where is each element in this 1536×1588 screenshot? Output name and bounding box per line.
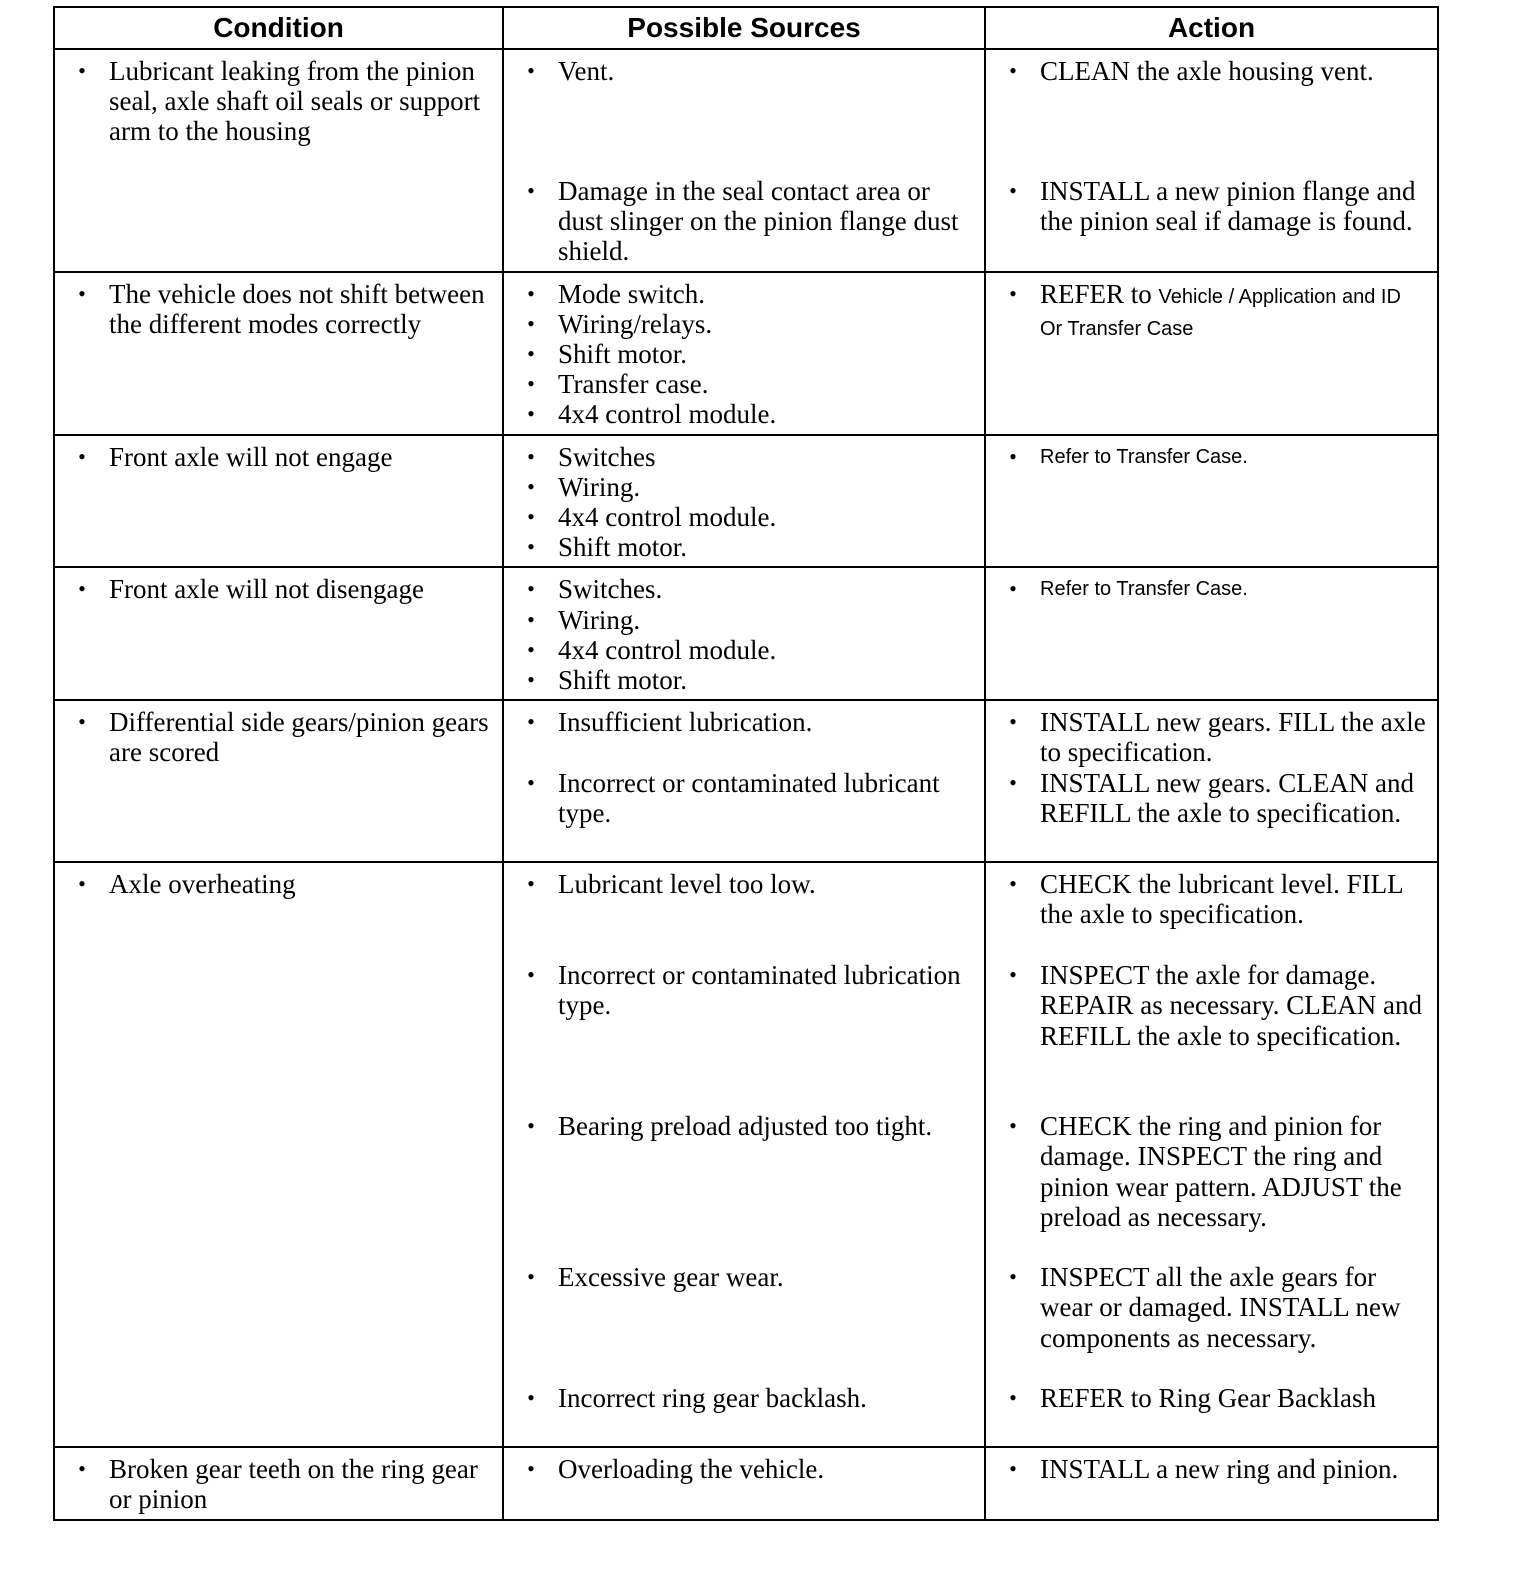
transfer-case-link[interactable]: Or Transfer Case [1040, 317, 1194, 340]
action-cell [985, 272, 1438, 435]
action-cell [985, 567, 1438, 700]
table-row [54, 1447, 1438, 1519]
action-cell [985, 862, 1438, 1447]
transfer-case-link[interactable]: Refer to Transfer Case. [1040, 578, 1248, 601]
list-item: • 4x4 control module. [527, 399, 777, 430]
list-item: • CHECK the ring and pinion for damage. INSPECT the ring and pinion wear pattern. ADJUST the preload as necessary. [1009, 1111, 1402, 1232]
table-row [54, 567, 1438, 700]
table-row [54, 700, 1438, 862]
list-item: • Front axle will not disengage [78, 574, 424, 605]
list-item: • Transfer case. [527, 369, 709, 400]
header-possible-sources: Possible Sources [503, 7, 985, 49]
header-row [54, 7, 1438, 49]
ring-gear-backlash-link[interactable]: REFER to Ring Gear Backlash [1040, 1383, 1376, 1414]
condition-cell [54, 1447, 503, 1519]
diagnosis-table [53, 6, 1439, 1521]
list-item: • Vent. [527, 56, 615, 86]
sources-cell [503, 435, 985, 568]
sources-cell [503, 567, 985, 700]
list-item: • Wiring/relays. [527, 308, 713, 339]
list-item: • Lubricant leaking from the pinion seal, axle shaft oil seals or support arm to the housing [55, 56, 496, 147]
list-item: • INSTALL new gears. CLEAN and REFILL the axle to specification. [1009, 767, 1414, 828]
list-item: • Lubricant level too low. [527, 869, 816, 900]
sources-cell [503, 862, 985, 1447]
list-item: • REFER to Vehicle / Application and ID Or Transfer Case [986, 279, 1437, 346]
condition-cell [54, 862, 503, 1447]
list-item: • Broken gear teeth on the ring gear or pinion [78, 1454, 478, 1515]
list-item: • Switches [527, 441, 656, 472]
list-item: • Refer to Transfer Case. [986, 442, 1431, 472]
list-item: • REFER to Ring Gear Backlash [986, 1383, 1431, 1413]
refer-prefix: REFER to [1040, 278, 1152, 309]
list-item: • Overloading the vehicle. [527, 1454, 825, 1485]
list-item: • Mode switch. [527, 278, 705, 309]
list-item: • Incorrect or contaminated lubricant type. [527, 768, 940, 829]
list-item: • CHECK the lubricant level. FILL the axle to specification. [1009, 869, 1403, 930]
condition-cell [54, 49, 503, 272]
table-row [54, 49, 1438, 272]
list-item: • INSTALL new gears. FILL the axle to specification. [1009, 707, 1426, 768]
list-item: • Incorrect or contaminated lubrication type. [527, 960, 961, 1021]
list-item: • 4x4 control module. [527, 634, 777, 665]
list-item: • Damage in the seal contact area or dust slinger on the pinion flange dust shield. [527, 176, 959, 267]
table-row [54, 862, 1438, 1447]
action-cell [985, 700, 1438, 862]
list-item: • Switches. [527, 574, 663, 605]
list-item: • Insufficient lubrication. [527, 707, 813, 738]
sources-cell [503, 700, 985, 862]
list-item: • Excessive gear wear. [527, 1262, 784, 1293]
header-action: Action [985, 7, 1438, 49]
list-item: • Axle overheating [78, 869, 296, 900]
list-item: • INSPECT all the axle gears for wear or damaged. INSTALL new components as necessary. [1009, 1262, 1401, 1353]
condition-cell [54, 700, 503, 862]
sources-cell [503, 1447, 985, 1519]
list-item: • Wiring. [527, 471, 641, 502]
list-item: • Shift motor. [527, 532, 688, 563]
condition-text: Lubricant leaking from the pinion seal, axle shaft oil seals or support arm to the housing [109, 56, 481, 147]
sources-cell [503, 49, 985, 272]
table-row [54, 272, 1438, 435]
header-condition: Condition [54, 7, 503, 49]
list-item: • Shift motor. [527, 339, 688, 370]
condition-cell [54, 567, 503, 700]
list-item: • Incorrect ring gear backlash. [527, 1383, 867, 1414]
list-item: • Front axle will not engage [78, 441, 393, 472]
list-item: • Bearing preload adjusted too tight. [527, 1111, 933, 1142]
action-cell [985, 435, 1438, 568]
list-item: • INSTALL a new ring and pinion. [1009, 1454, 1399, 1485]
list-item: • Refer to Transfer Case. [986, 574, 1431, 604]
list-item: • Differential side gears/pinion gears are scored [78, 707, 489, 768]
condition-cell [54, 435, 503, 568]
table-row [54, 435, 1438, 568]
list-item: • CLEAN the axle housing vent. [1009, 56, 1374, 86]
sources-cell [503, 272, 985, 435]
transfer-case-link[interactable]: Refer to Transfer Case. [1040, 445, 1248, 468]
list-item: • Shift motor. [527, 665, 688, 696]
list-item: • Wiring. [527, 604, 641, 635]
list-item: • INSPECT the axle for damage. REPAIR as necessary. CLEAN and REFILL the axle to specification. [1009, 960, 1422, 1051]
vehicle-application-link[interactable]: Vehicle / Application and ID [1158, 285, 1401, 308]
action-cell [985, 49, 1438, 272]
list-item: • The vehicle does not shift between the different modes correctly [78, 278, 485, 339]
list-item: • 4x4 control module. [527, 502, 777, 533]
action-cell [985, 1447, 1438, 1519]
condition-cell [54, 272, 503, 435]
list-item: • INSTALL a new pinion flange and the pinion seal if damage is found. [1009, 176, 1416, 237]
